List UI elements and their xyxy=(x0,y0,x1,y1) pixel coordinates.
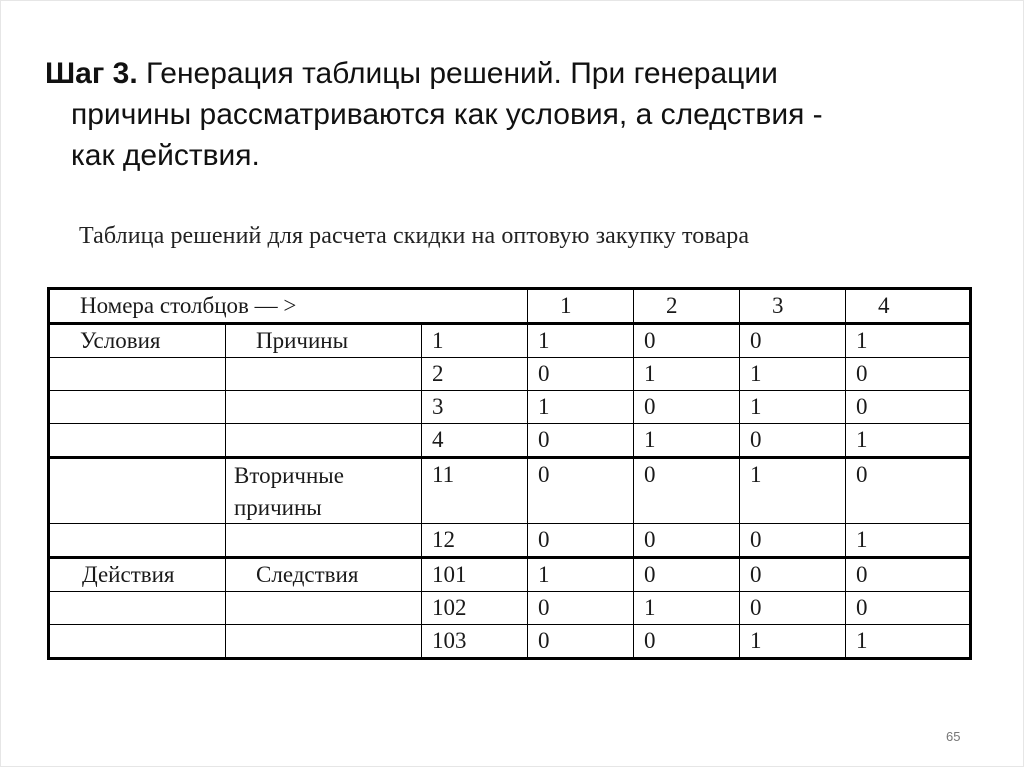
table-cell: 1 xyxy=(846,424,971,458)
row-id: 2 xyxy=(422,358,528,391)
table-cell: 0 xyxy=(740,424,846,458)
empty-cell xyxy=(226,391,422,424)
row-id: 1 xyxy=(422,324,528,358)
table-cell: 0 xyxy=(528,458,634,524)
table-cell: 0 xyxy=(528,592,634,625)
heading-line-3: как действия. xyxy=(71,139,260,172)
empty-cell xyxy=(226,358,422,391)
table-cell: 1 xyxy=(846,324,971,358)
table-cell: 0 xyxy=(634,625,740,659)
table-row xyxy=(49,324,971,358)
decision-table xyxy=(47,287,972,660)
table-cell: 0 xyxy=(528,358,634,391)
table-row xyxy=(49,625,971,659)
table-cell: 1 xyxy=(528,324,634,358)
table-cell: 0 xyxy=(740,324,846,358)
table-cell: 1 xyxy=(740,458,846,524)
heading-line-1 xyxy=(45,53,965,94)
row-id: 101 xyxy=(422,558,528,592)
row-id: 3 xyxy=(422,391,528,424)
header-label: Номера столбцов — > xyxy=(49,289,528,324)
column-number: 4 xyxy=(846,289,971,324)
table-cell: 0 xyxy=(740,558,846,592)
table-cell: 1 xyxy=(528,391,634,424)
table-cell: 1 xyxy=(634,358,740,391)
empty-cell xyxy=(49,524,226,558)
column-number: 2 xyxy=(634,289,740,324)
row-id: 103 xyxy=(422,625,528,659)
empty-cell xyxy=(226,424,422,458)
table-row xyxy=(49,458,971,524)
column-number: 1 xyxy=(528,289,634,324)
table-cell: 0 xyxy=(846,592,971,625)
empty-cell xyxy=(49,391,226,424)
table-row xyxy=(49,391,971,424)
table-cell: 0 xyxy=(846,558,971,592)
sub-secondary-label xyxy=(226,458,422,524)
table-row xyxy=(49,358,971,391)
table-cell: 0 xyxy=(634,391,740,424)
table-row xyxy=(49,558,971,592)
empty-cell xyxy=(49,458,226,524)
table-cell: 1 xyxy=(634,424,740,458)
sub-causes-label: Причины xyxy=(226,324,422,358)
table-row xyxy=(49,592,971,625)
table-cell: 0 xyxy=(740,524,846,558)
heading-line-2: причины рассматриваются как условия, а следствия - xyxy=(71,98,823,131)
row-id: 11 xyxy=(422,458,528,524)
group-conditions-label: Условия xyxy=(49,324,226,358)
table-row xyxy=(49,524,971,558)
table-cell: 1 xyxy=(740,391,846,424)
empty-cell xyxy=(49,592,226,625)
column-number: 3 xyxy=(740,289,846,324)
heading-title-text: Генерация таблицы решений. При генерации xyxy=(137,57,778,90)
table-cell: 1 xyxy=(846,524,971,558)
empty-cell xyxy=(49,424,226,458)
table-cell: 0 xyxy=(634,324,740,358)
table-header-row xyxy=(49,289,971,324)
table-cell: 0 xyxy=(740,592,846,625)
slide-heading xyxy=(45,53,965,176)
table-cell: 0 xyxy=(634,524,740,558)
empty-cell xyxy=(226,592,422,625)
table-cell: 0 xyxy=(634,458,740,524)
table-cell: 0 xyxy=(846,358,971,391)
table-cell: 1 xyxy=(634,592,740,625)
empty-cell xyxy=(226,625,422,659)
table-cell: 1 xyxy=(740,358,846,391)
table-caption: Таблица решений для расчета скидки на оптовую закупку товара xyxy=(79,223,750,249)
table-row xyxy=(49,424,971,458)
sub-effects-label: Следствия xyxy=(226,558,422,592)
secondary-label-line-1: Вторичные xyxy=(234,463,344,488)
group-actions-label: Действия xyxy=(49,558,226,592)
table-cell: 0 xyxy=(634,558,740,592)
empty-cell xyxy=(226,524,422,558)
table-cell: 0 xyxy=(846,458,971,524)
table-cell: 0 xyxy=(528,424,634,458)
empty-cell xyxy=(49,625,226,659)
page-number: 65 xyxy=(946,729,961,744)
row-id: 12 xyxy=(422,524,528,558)
step-label: Шаг 3. xyxy=(45,57,138,90)
secondary-label-line-2: причины xyxy=(234,495,322,520)
empty-cell xyxy=(49,358,226,391)
table-cell: 0 xyxy=(528,524,634,558)
table-cell: 1 xyxy=(740,625,846,659)
row-id: 102 xyxy=(422,592,528,625)
table-cell: 1 xyxy=(846,625,971,659)
row-id: 4 xyxy=(422,424,528,458)
table-cell: 0 xyxy=(528,625,634,659)
table-cell: 1 xyxy=(528,558,634,592)
table-cell: 0 xyxy=(846,391,971,424)
